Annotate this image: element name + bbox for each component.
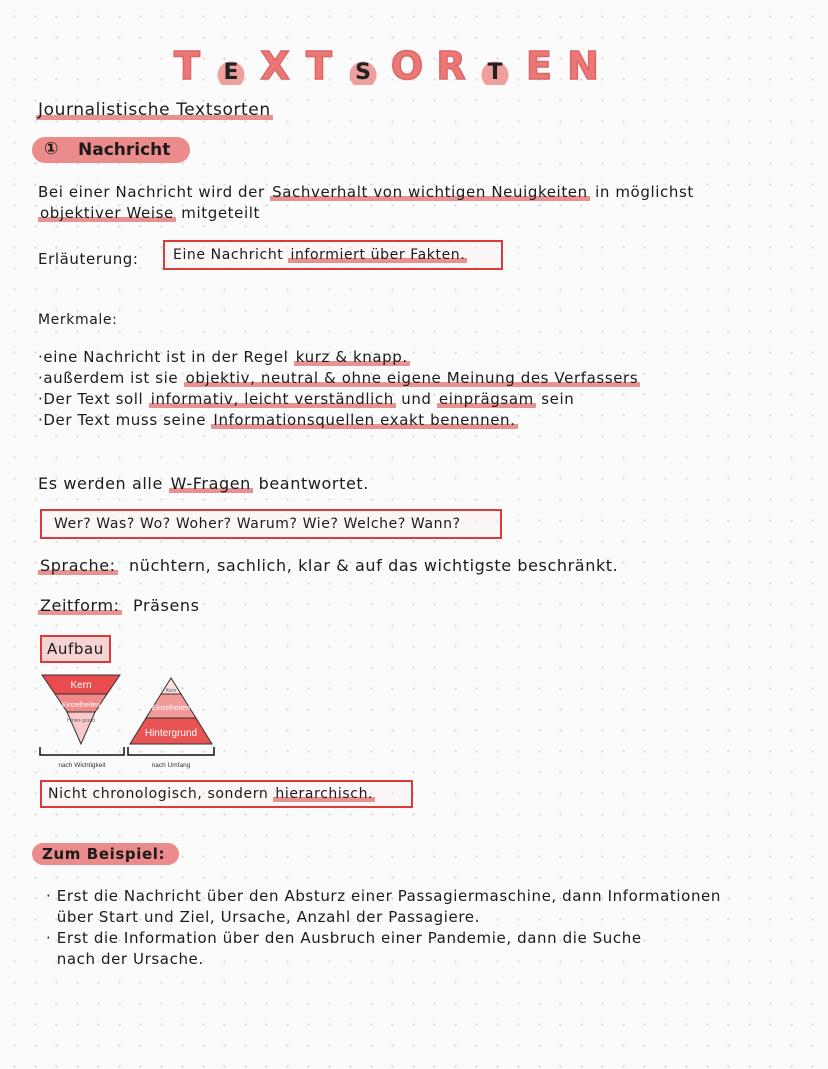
- topic-label: Nachricht: [78, 140, 171, 160]
- sprache-line: Sprache: nüchtern, sachlich, klar & auf das wichtigste beschränkt.: [40, 556, 619, 575]
- title-letter: R: [436, 44, 466, 88]
- topic-number: ①: [44, 139, 59, 159]
- title-letter: T: [174, 44, 200, 88]
- merkmal-item: ·Der Text soll informativ, leicht verständlich und einprägsam sein: [38, 390, 575, 408]
- wfragen-box: Wer? Was? Wo? Woher? Warum? Wie? Welche? Wann?: [40, 509, 502, 539]
- title-letter: O: [390, 44, 424, 88]
- merkmal-item: ·außerdem ist sie objektiv, neutral & ohne eigene Meinung des Verfassers: [38, 369, 639, 387]
- erlaeuterung-box: Eine Nachricht informiert über Fakten.: [163, 240, 503, 270]
- intro-line-2: objektiver Weise mitgeteilt: [40, 204, 260, 222]
- caption-inverted: nach Wichtigkeit: [58, 762, 106, 769]
- erlaeuterung-label: Erläuterung:: [38, 250, 139, 268]
- beispiel-label: Zum Beispiel:: [32, 843, 179, 865]
- inverted-label-einzelheiten: Einzelheiten: [61, 702, 101, 709]
- page-title: [165, 44, 605, 88]
- aufbau-label: Aufbau: [40, 635, 111, 663]
- beispiel-line: · Erst die Nachricht über den Absturz einer Passagiermaschine, dann Informationen: [46, 887, 721, 905]
- zeitform-line: Zeitform: Präsens: [40, 596, 200, 615]
- beispiel-line: · Erst die Information über den Ausbruch einer Pandemie, dann die Suche: [46, 929, 642, 947]
- intro-line-1: Bei einer Nachricht wird der Sachverhalt von wichtigen Neuigkeiten in möglichst: [38, 183, 694, 201]
- upright-label-hintergrund: Hintergrund: [144, 728, 198, 739]
- upright-label-kern: Kern: [165, 688, 177, 694]
- bracket-inverted: [40, 747, 124, 755]
- wfragen-line: Es werden alle W-Fragen beantwortet.: [38, 474, 369, 493]
- title-letter: S: [341, 60, 385, 85]
- topic-pill: [32, 137, 190, 163]
- beispiel-line: nach der Ursache.: [46, 950, 204, 968]
- aufbau-diagram: [36, 672, 221, 772]
- bracket-upright: [128, 747, 214, 755]
- title-letter: X: [260, 44, 290, 88]
- merkmal-item: ·Der Text muss seine Informationsquellen exakt benennen.: [38, 411, 516, 429]
- title-letter: N: [567, 44, 599, 88]
- inverted-label-kern: Kern: [70, 680, 92, 691]
- title-letter: T: [306, 44, 332, 88]
- merkmale-label: Merkmale:: [38, 312, 118, 328]
- title-letter: E: [526, 44, 552, 88]
- inverted-label-hintergrund: Hinter-grund: [67, 718, 95, 724]
- beispiel-line: über Start und Ziel, Ursache, Anzahl der Passagiere.: [46, 908, 480, 926]
- title-letter: T: [473, 60, 517, 85]
- title-letter: E: [209, 60, 253, 85]
- caption-upright: nach Umfang: [151, 762, 191, 769]
- inverted-level-hintergrund: [67, 712, 95, 744]
- merkmal-item: ·eine Nachricht ist in der Regel kurz & knapp.: [38, 348, 408, 366]
- upright-label-einzelheiten: Einzelheiten: [151, 705, 191, 712]
- hierarchie-box: Nicht chronologisch, sondern hierarchisch.: [40, 780, 413, 808]
- section-heading: Journalistische Textsorten: [38, 100, 271, 120]
